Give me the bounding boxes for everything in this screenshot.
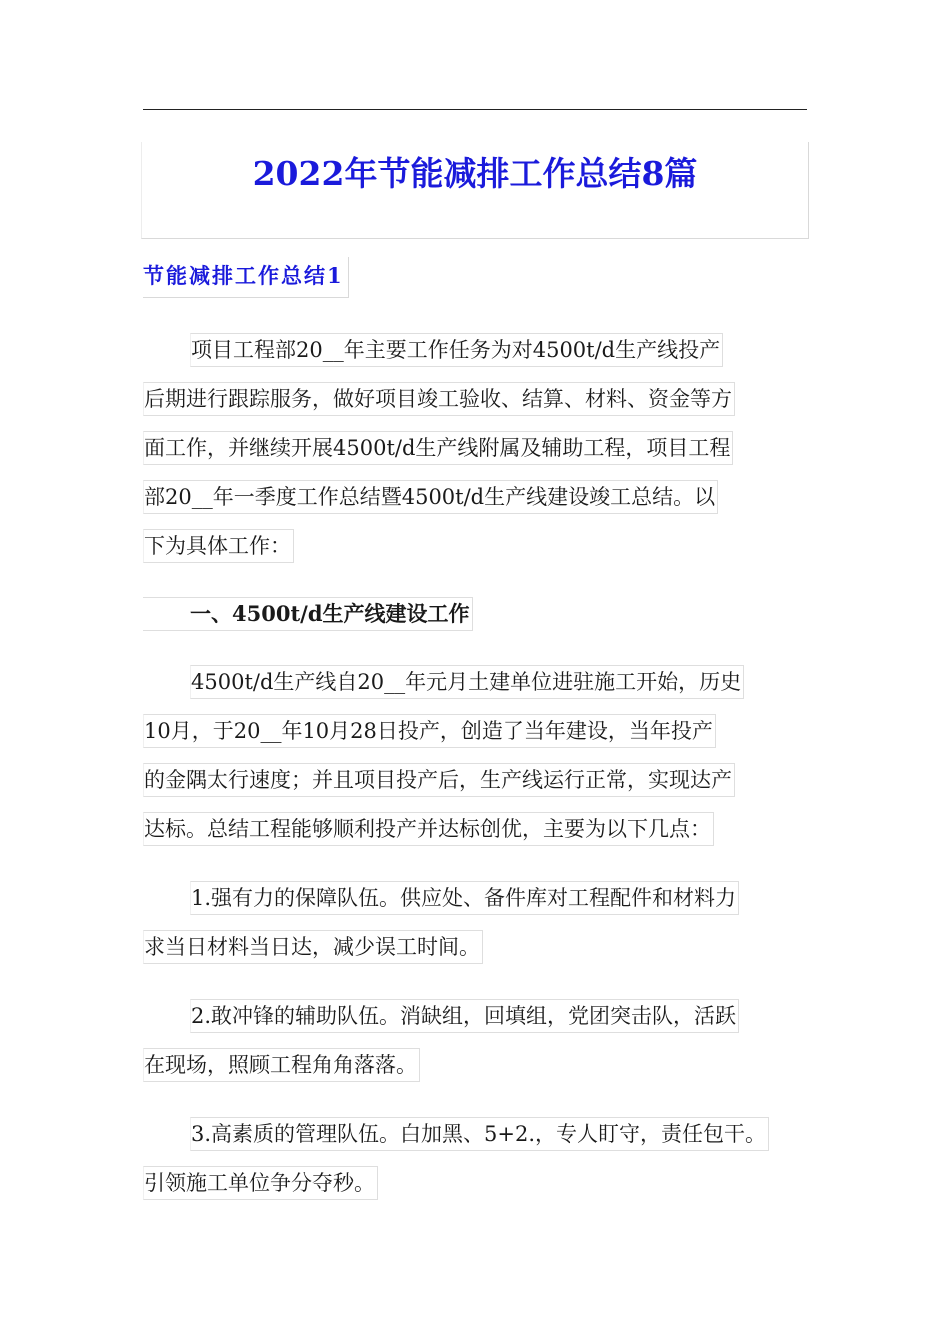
section-title: 节能减排工作总结1 bbox=[143, 257, 349, 298]
line-text: 3.高素质的管理队伍。白加黑、5+2.，专人盯守，责任包干。 bbox=[190, 1117, 769, 1151]
paragraph-line bbox=[143, 754, 744, 803]
subheading-text: 一、4500t/d生产线建设工作 bbox=[143, 597, 473, 631]
paragraph-line bbox=[143, 803, 744, 852]
line-text: 10月，于20__年10月28日投产，创造了当年建设，当年投产 bbox=[143, 714, 716, 748]
paragraph-5 bbox=[143, 1108, 769, 1206]
paragraph-line bbox=[143, 990, 739, 1039]
line-text: 下为具体工作： bbox=[143, 529, 294, 563]
line-text: 面工作，并继续开展4500t/d生产线附属及辅助工程，项目工程 bbox=[143, 431, 733, 465]
paragraph-3 bbox=[143, 872, 739, 970]
header-rule bbox=[143, 109, 807, 110]
line-text: 在现场，照顾工程角角落落。 bbox=[143, 1048, 420, 1082]
document-title: 2022年节能减排工作总结8篇 bbox=[252, 154, 698, 193]
paragraph-line bbox=[143, 520, 735, 569]
paragraph-4 bbox=[143, 990, 739, 1088]
paragraph-2 bbox=[143, 656, 744, 852]
paragraph-line bbox=[143, 872, 739, 921]
paragraph-line bbox=[143, 1108, 769, 1157]
paragraph-line bbox=[143, 656, 744, 705]
line-text: 部20__年一季度工作总结暨4500t/d生产线建设竣工总结。以 bbox=[143, 480, 718, 514]
line-text: 达标。总结工程能够顺利投产并达标创优，主要为以下几点： bbox=[143, 812, 714, 846]
paragraph-line bbox=[143, 921, 739, 970]
paragraph-line bbox=[143, 373, 735, 422]
line-text: 求当日材料当日达，减少误工时间。 bbox=[143, 930, 483, 964]
line-text: 项目工程部20__年主要工作任务为对4500t/d生产线投产 bbox=[190, 333, 723, 367]
paragraph-1 bbox=[143, 324, 735, 569]
line-text: 2.敢冲锋的辅助队伍。消缺组，回填组，党团突击队，活跃 bbox=[190, 999, 739, 1033]
paragraph-line bbox=[143, 1039, 739, 1088]
paragraph-line bbox=[143, 422, 735, 471]
paragraph-line bbox=[143, 1157, 769, 1206]
line-text: 1.强有力的保障队伍。供应处、备件库对工程配件和材料力 bbox=[190, 881, 739, 915]
paragraph-line bbox=[143, 324, 735, 373]
paragraph-line bbox=[143, 471, 735, 520]
line-text: 后期进行跟踪服务，做好项目竣工验收、结算、材料、资金等方 bbox=[143, 382, 735, 416]
line-text: 4500t/d生产线自20__年元月土建单位进驻施工开始，历史 bbox=[190, 665, 744, 699]
subheading-1 bbox=[143, 597, 473, 631]
title-box bbox=[141, 142, 809, 239]
line-text: 的金隅太行速度；并且项目投产后，生产线运行正常，实现达产 bbox=[143, 763, 735, 797]
paragraph-line bbox=[143, 705, 744, 754]
line-text: 引领施工单位争分夺秒。 bbox=[143, 1166, 378, 1200]
